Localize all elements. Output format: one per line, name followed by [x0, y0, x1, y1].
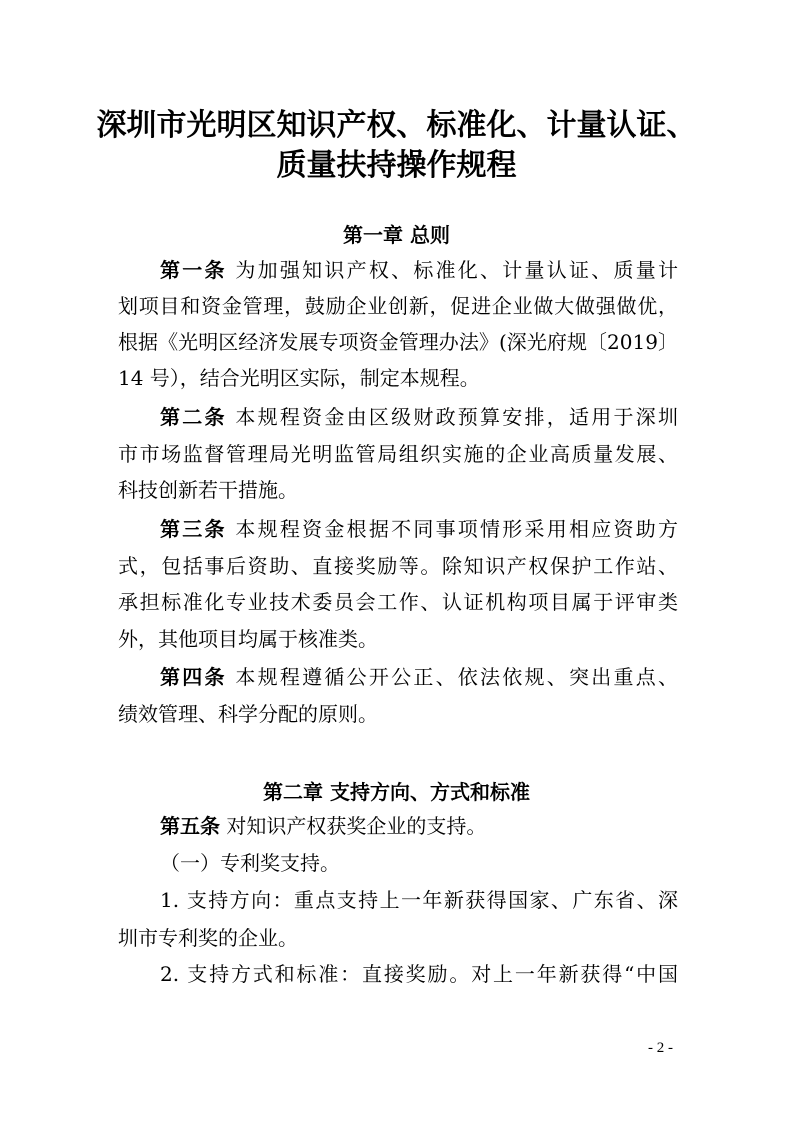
article-3-text-1: 本规程资金根据不同事项情形采用相应资助方 — [235, 517, 679, 541]
article-5-item-1-line-1: 1. 支持方向：重点支持上一年新获得国家、广东省、深 — [160, 888, 678, 912]
article-3-line-4: 外，其他项目均属于核准类。 — [118, 627, 378, 651]
article-3-line-3: 承担标准化专业技术委员会工作、认证机构项目属于评审类 — [118, 590, 678, 614]
article-5-item-2-line-1: 2. 支持方式和标准：直接奖励。对上一年新获得“中国 — [160, 962, 678, 986]
article-4-line-2: 绩效管理、科学分配的原则。 — [118, 702, 378, 726]
article-1-line-3: 根据《光明区经济发展专项资金管理办法》(深光府规〔2019〕 — [118, 330, 678, 354]
article-1-text-1: 为加强知识产权、标准化、计量认证、质量计 — [235, 258, 679, 282]
article-3-label: 第三条 — [160, 517, 227, 541]
document-title-line-1: 深圳市光明区知识产权、标准化、计量认证、 — [96, 108, 697, 143]
document-title-line-2: 质量扶持操作规程 — [276, 148, 517, 183]
article-4-line-1 — [160, 663, 678, 691]
article-2-label: 第二条 — [160, 405, 227, 429]
article-4-text-1: 本规程遵循公开公正、依法依规、突出重点、 — [235, 665, 679, 689]
chapter-2-heading: 第二章 支持方向、方式和标准 — [263, 780, 530, 804]
article-2-text-1: 本规程资金由区级财政预算安排，适用于深圳 — [235, 405, 679, 429]
page-number: - 2 - — [648, 1040, 673, 1056]
article-2-line-1 — [160, 403, 678, 431]
article-4-label: 第四条 — [160, 665, 227, 689]
article-1-label: 第一条 — [160, 258, 227, 282]
article-1-line-2: 划项目和资金管理，鼓励企业创新，促进企业做大做强做优， — [118, 294, 678, 318]
article-1-line-1 — [160, 256, 678, 284]
article-2-line-3: 科技创新若干措施。 — [118, 478, 298, 502]
article-5-label: 第五条 — [160, 814, 220, 838]
article-5-item-1-line-2: 圳市专利奖的企业。 — [118, 926, 298, 950]
article-3-line-1 — [160, 515, 678, 543]
article-3-line-2: 式，包括事后资助、直接奖励等。除知识产权保护工作站、 — [118, 554, 678, 578]
article-2-line-2: 市市场监督管理局光明监管局组织实施的企业高质量发展、 — [118, 442, 678, 466]
article-5-subsection-1: （一）专利奖支持。 — [160, 851, 340, 875]
article-1-line-4: 14 号），结合光明区实际，制定本规程。 — [118, 366, 480, 390]
chapter-1-heading: 第一章 总则 — [343, 223, 450, 247]
article-5-text-1: 对知识产权获奖企业的支持。 — [226, 814, 487, 838]
article-5-line-1 — [160, 812, 678, 840]
